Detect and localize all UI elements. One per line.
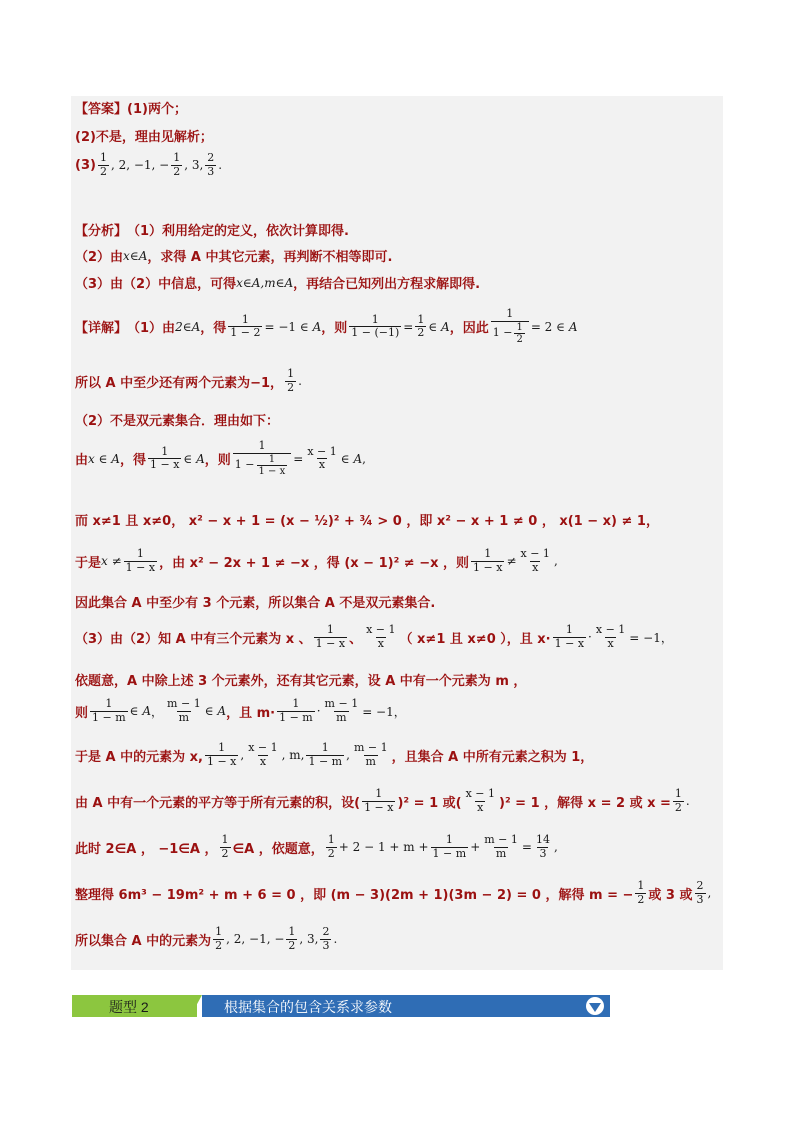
fraction: $\frac{x - 1}{x}$ — [366, 623, 396, 650]
detail-text: 或 3 或 — [648, 887, 693, 903]
fraction: $\frac{1}{2}$ — [215, 925, 223, 952]
detail-text: ，则 — [321, 321, 348, 337]
detail-line-2: 所以 A 中至少还有两个元素为−1， $\frac{1}{2}$ . — [75, 367, 302, 394]
fraction: $\frac{1}{2}$ — [288, 925, 296, 952]
detail-text: 于是 A 中的元素为 x, — [75, 749, 203, 765]
answer-text-2: (2)不是，理由见解析； — [75, 130, 213, 145]
detail-line-12: 由 A 中有一个元素的平方等于所有元素的积，设( $\frac{1}{1 - x}$ )² = 1 或( $\frac{x - 1}{x}$ )² = 1 ，解得 x = 2 或 x = $\frac{1}{2}$ . — [75, 787, 690, 814]
detail-text: ，因此 — [449, 321, 489, 337]
fraction: $\frac{x - 1}{x}$ — [248, 741, 278, 768]
fraction: $\frac{1}{1 - x}$ — [315, 623, 346, 650]
answer-label: 【答案】 — [75, 102, 128, 117]
fraction: $\frac{2}{3}$ — [696, 879, 704, 906]
fraction: $\frac{x - 1}{x}$ — [307, 444, 337, 472]
answer-seq: , 2, −1, − — [110, 158, 170, 173]
detail-line-11: 于是 A 中的元素为 x, $\frac{1}{1 - x}$ , $\frac{x - 1}{x}$ , m, $\frac{1}{1 - m}$ , $\frac{m - 1}{m}$ ，且集合 A 中所有元素之积为 1， — [75, 741, 594, 768]
detail-line-5 — [75, 510, 659, 529]
detail-line-1: 【详解】 （1）由 2∈A ，得 $\frac{1}{1 - 2}$ = −1 ∈ A ，则 $\frac{1}{1 - (-1)}$ = $\frac{1}{2}$ ∈ A ，因此 1 1 − $\frac{1}{2}$ = 2 ∈ A — [75, 307, 578, 346]
analysis-text-3a: （3）由（2）中信息，可得 — [75, 277, 237, 292]
fraction: $\frac{1}{1 - (-1)}$ — [351, 312, 400, 340]
fraction: $\frac{1}{2}$ — [221, 833, 229, 860]
answer-line-3: (3) $\frac{1}{2}$ , 2, −1, − $\frac{1}{2}$ , 3, $\frac{2}{3}$ . — [75, 151, 223, 178]
fraction: $\frac{m - 1}{m}$ — [167, 697, 201, 724]
fraction: 1 1 − $\frac{1}{1 - x}$ — [233, 440, 291, 478]
detail-text: ，且集合 A 中所有元素之积为 1， — [391, 749, 594, 765]
fraction: $\frac{m - 1}{m}$ — [324, 697, 359, 724]
fraction: $\frac{1}{1 - x}$ — [125, 547, 156, 574]
detail-text: 此时 2∈A ， −1∈A ， — [75, 841, 218, 857]
answer-line-1 — [75, 98, 187, 117]
detail-seq: , 2, −1, − — [226, 932, 285, 947]
chevron-down-icon[interactable] — [586, 997, 604, 1015]
detail-line-15: 所以集合 A 中的元素为 $\frac{1}{2}$ , 2, −1, − $\frac{1}{2}$ , 3, $\frac{2}{3}$ . — [75, 925, 338, 952]
fraction: $\frac{x - 1}{x}$ — [520, 547, 550, 574]
detail-line-3 — [75, 410, 279, 429]
fraction: $\frac{1}{2}$ — [674, 787, 682, 814]
fraction: $\frac{1}{2}$ — [173, 151, 181, 178]
fraction: $\frac{1}{1 - x}$ — [149, 444, 180, 472]
fraction: $\frac{1}{2}$ — [637, 879, 645, 906]
detail-text: （1）由 — [127, 321, 176, 337]
answer-text-1: (1)两个； — [127, 102, 187, 117]
fraction: $\frac{x - 1}{x}$ — [595, 623, 626, 650]
detail-text: 于是 — [75, 555, 102, 571]
fraction: $\frac{m - 1}{m}$ — [484, 833, 518, 860]
detail-text: ，得 — [119, 453, 146, 469]
detail-text: )² = 1 ，解得 x = 2 或 x = — [499, 795, 671, 811]
detail-line-13: 此时 2∈A ， −1∈A ， $\frac{1}{2}$ ∈A ，依题意， $\frac{1}{2}$ + 2 − 1 + m + $\frac{1}{1 - m}$ + $\frac{m - 1}{m}$ = $\frac{14}{3}$ , — [75, 833, 558, 860]
analysis-label: 【分析】 — [75, 224, 128, 239]
detail-text: ∈A ，依题意， — [232, 841, 324, 857]
section-label-edge — [190, 995, 202, 1017]
detail-line-14: 整理得 6m³ − 19m² + m + 6 = 0 ，即 (m − 3)(2m + 1)(3m − 2) = 0 ，解得 m = − $\frac{1}{2}$ 或 3 或 $\frac{2}{3}$ , — [75, 879, 712, 906]
analysis-text-2a: （2）由 — [75, 250, 124, 265]
detail-text: 所以 A 中至少还有两个元素为−1， — [75, 375, 284, 391]
detail-text: )² = 1 或( — [397, 795, 462, 811]
section-banner — [72, 995, 610, 1017]
detail-text: 所以集合 A 中的元素为 — [75, 933, 212, 949]
analysis-line-3 — [75, 273, 480, 292]
fraction: $\frac{1}{2}$ — [287, 367, 295, 394]
detail-text: 由 A 中有一个元素的平方等于所有元素的积，设( — [75, 795, 361, 811]
detail-line-9 — [75, 670, 526, 689]
detail-text: 而 x≠1 且 x≠0， x² − x + 1 = (x − ½)² + ¾ > 0 ，即 x² − x + 1 ≠ 0 ， x(1 − x) ≠ 1， — [75, 514, 659, 529]
fraction: $\frac{m - 1}{m}$ — [353, 741, 388, 768]
fraction: $\frac{x - 1}{x}$ — [465, 787, 495, 814]
detail-line-8: （3）由（2）知 A 中有三个元素为 x 、 $\frac{1}{1 - x}$ 、 $\frac{x - 1}{x}$ （ x≠1 且 x≠0 ），且 x· $\frac{1}{1 - x}$ · $\frac{x - 1}{x}$ = −1， — [75, 623, 673, 650]
fraction: 1 1 − $\frac{1}{2}$ — [491, 308, 529, 346]
fraction: $\frac{1}{2}$ — [327, 833, 335, 860]
detail-text: ，则 — [204, 453, 231, 469]
fraction: $\frac{1}{1 - x}$ — [364, 787, 394, 814]
fraction: $\frac{14}{3}$ — [535, 833, 550, 860]
detail-label: 【详解】 — [75, 321, 128, 337]
section-label: 题型 2 — [109, 999, 149, 1015]
analysis-line-2 — [75, 246, 392, 265]
fraction: $\frac{1}{1 - x}$ — [473, 547, 503, 574]
fraction: $\frac{1}{1 - x}$ — [206, 741, 237, 768]
fraction: $\frac{1}{2}$ — [417, 312, 425, 340]
math-inline: x∈A — [123, 248, 148, 263]
detail-text: 因此集合 A 中至少有 3 个元素，所以集合 A 不是双元素集合. — [75, 596, 436, 611]
detail-text: ，且 m· — [226, 705, 276, 721]
detail-line-7 — [75, 592, 435, 611]
detail-text: 整理得 6m³ − 19m² + m + 6 = 0 ，即 (m − 3)(2m + 1)(3m − 2) = 0 ，解得 m = − — [75, 887, 634, 903]
detail-line-10: 则 $\frac{1}{1 - m}$ ∈ A ， $\frac{m - 1}{m}$ ∈ A ，且 m· $\frac{1}{1 - m}$ · $\frac{m - 1}{m}$ = −1， — [75, 697, 406, 724]
detail-text: 依题意，A 中除上述 3 个元素外，还有其它元素，设 A 中有一个元素为 m ， — [75, 674, 527, 689]
detail-text: ，得 — [200, 321, 227, 337]
detail-text: （ x≠1 且 x≠0 ），且 x· — [399, 631, 551, 647]
analysis-text-1: （1）利用给定的定义，依次计算即得. — [127, 224, 349, 239]
answer-line-2 — [75, 126, 213, 145]
fraction: $\frac{1}{1 - m}$ — [432, 833, 467, 860]
analysis-line-1 — [75, 220, 349, 239]
analysis-text-2b: ，求得 A 中其它元素，再判断不相等即可. — [147, 250, 393, 265]
math-inline: x∈A,m∈A — [236, 275, 294, 290]
fraction: $\frac{1}{1 - x}$ — [554, 623, 585, 650]
analysis-text-3b: ，再结合已知列出方程求解即得. — [293, 277, 481, 292]
detail-text: （2）不是双元素集合．理由如下： — [75, 414, 280, 429]
detail-text: 由 — [75, 453, 89, 469]
detail-text: ，由 x² − 2x + 1 ≠ −x ，得 (x − 1)² ≠ −x ，则 — [159, 555, 470, 571]
math-inline: 2∈A — [175, 319, 201, 334]
fraction: $\frac{2}{3}$ — [207, 151, 215, 178]
answer-text-3: (3) — [75, 157, 96, 173]
fraction: $\frac{1}{1 - m}$ — [308, 741, 343, 768]
detail-line-6: 于是 x ≠ $\frac{1}{1 - x}$ ，由 x² − 2x + 1 ≠ −x ，得 (x − 1)² ≠ −x ，则 $\frac{1}{1 - x}$ ≠ $\frac{x - 1}{x}$ , — [75, 547, 558, 574]
answer-seq-end: , 3, — [184, 158, 204, 173]
detail-text: 则 — [75, 705, 89, 721]
detail-line-4: 由 x ∈ A ，得 $\frac{1}{1 - x}$ ∈ A ，则 1 1 − $\frac{1}{1 - x}$ = $\frac{x - 1}{x}$ ∈ A , — [75, 439, 366, 478]
fraction: $\frac{1}{1 - m}$ — [92, 697, 126, 724]
section-title: 根据集合的包含关系求参数 — [224, 999, 392, 1015]
detail-text: （3）由（2）知 A 中有三个元素为 x 、 — [75, 631, 312, 647]
fraction: $\frac{1}{1 - m}$ — [279, 697, 313, 724]
fraction: $\frac{1}{2}$ — [99, 151, 107, 178]
fraction: $\frac{1}{1 - 2}$ — [230, 312, 261, 340]
fraction: $\frac{2}{3}$ — [322, 925, 330, 952]
